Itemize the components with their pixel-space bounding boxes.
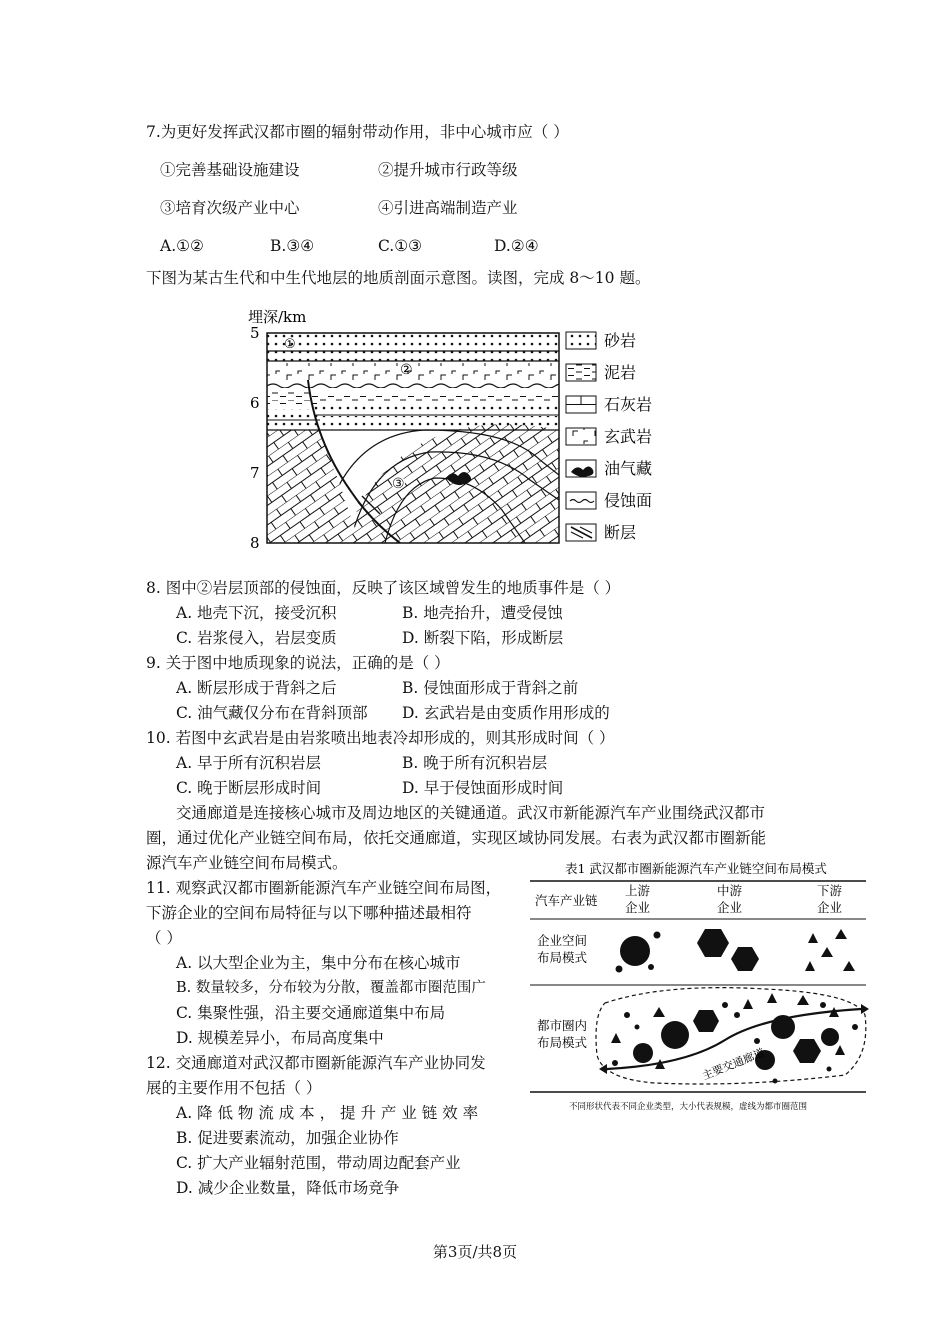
legend-sandstone: 砂岩: [604, 331, 637, 350]
q12-stem-2: 展的主要作用不包括（ ）: [146, 1079, 322, 1097]
traffic-para-line-1: 交通廊道是连接核心城市及周边地区的关键通道。武汉市新能源汽车产业围绕武汉都市: [176, 804, 766, 822]
q7-item-2: ②提升城市行政等级: [378, 161, 518, 179]
legend-erosion-surface: 侵蚀面: [604, 491, 653, 510]
page-footer: 第3页/共8页: [432, 1243, 518, 1261]
q11-stem-3: （ ）: [146, 929, 182, 947]
q10-option-b: B. 晚于所有沉积岩层: [402, 754, 548, 772]
q12-option-d: D. 减少企业数量，降低市场竞争: [176, 1179, 400, 1197]
traffic-para-line-3: 源汽车产业链空间布局模式。: [146, 854, 348, 872]
legend-limestone: 石灰岩: [604, 395, 653, 414]
q12-stem-1: 12. 交通廊道对武汉都市圈新能源汽车产业协同发: [146, 1054, 486, 1072]
q7-item-1: ①完善基础设施建设: [160, 161, 300, 179]
table1-downstream-1: 下游: [817, 883, 843, 898]
geo-label-1: ①: [284, 337, 296, 352]
geo-tick-5: 5: [250, 324, 260, 342]
traffic-para-line-2: 圈，通过优化产业链空间布局，依托交通廊道，实现区域协同发展。右表为武汉都市圈新能: [146, 829, 767, 847]
geo-ylabel: 埋深/km: [248, 308, 307, 326]
q8-option-b: B. 地壳抬升，遭受侵蚀: [402, 604, 563, 622]
table1-midstream-1: 中游: [717, 883, 743, 898]
upstream-enterprise-pattern: [616, 932, 661, 973]
q7-stem: 7.为更好发挥武汉都市圈的辐射带动作用，非中心城市应（ ）: [146, 123, 569, 141]
table1-downstream-2: 企业: [817, 900, 843, 915]
q9-option-b: B. 侵蚀面形成于背斜之前: [402, 679, 579, 697]
geologic-profile-figure: [240, 300, 670, 556]
q10-option-a: A. 早于所有沉积岩层: [176, 754, 322, 772]
q7-item-4: ④引进高端制造产业: [378, 199, 518, 217]
q11-stem-1: 11. 观察武汉都市圈新能源汽车产业链空间布局图，: [146, 879, 502, 897]
legend-fault: 断层: [604, 523, 637, 542]
q7-option-a: A.①②: [160, 237, 204, 255]
table1-upstream-1: 上游: [625, 883, 651, 898]
q9-option-c: C. 油气藏仅分布在背斜顶部: [176, 704, 368, 722]
geo-legend: [566, 331, 652, 542]
q11-stem-2: 下游企业的空间布局特征与以下哪种描述最相符: [146, 904, 472, 922]
geo-tick-6: 6: [250, 394, 260, 412]
q11-option-d: D. 规模差异小，布局高度集中: [176, 1029, 384, 1047]
geo-strata: [267, 333, 567, 543]
table1-row1-2: 布局模式: [537, 950, 588, 965]
midstream-enterprise-pattern: [697, 929, 759, 971]
geo-tick-7: 7: [250, 464, 260, 482]
q7-option-b: B.③④: [270, 237, 315, 255]
q7-item-3: ③培育次级产业中心: [160, 199, 300, 217]
q11-option-a: A. 以大型企业为主，集中分布在核心城市: [176, 954, 461, 972]
q9-option-a: A. 断层形成于背斜之后: [176, 679, 337, 697]
downstream-enterprise-pattern: [805, 929, 855, 971]
q11-option-c: C. 集聚性强，沿主要交通廊道集中布局: [176, 1004, 446, 1022]
intro-8-10: 下图为某古生代和中生代地层的地质剖面示意图。读图，完成 8～10 题。: [146, 269, 651, 287]
q12-option-c: C. 扩大产业辐射范围，带动周边配套产业: [176, 1154, 461, 1172]
corridor-label: 主要交通廊道: [700, 1045, 767, 1083]
table1-upstream-2: 企业: [625, 900, 651, 915]
legend-basalt: 玄武岩: [604, 427, 653, 446]
q9-option-d: D. 玄武岩是由变质作用形成的: [402, 704, 610, 722]
table1-row2-1: 都市圈内: [537, 1018, 588, 1033]
q8-option-c: C. 岩浆侵入，岩层变质: [176, 629, 337, 647]
q9-stem: 9. 关于图中地质现象的说法，正确的是（ ）: [146, 654, 450, 672]
geo-label-3: ③: [392, 476, 405, 492]
table1-figure: [525, 855, 870, 1117]
q10-option-d: D. 早于侵蚀面形成时间: [402, 779, 564, 797]
table1-header-left: 汽车产业链: [535, 893, 598, 908]
legend-mudstone: 泥岩: [604, 363, 637, 382]
q8-option-a: A. 地壳下沉，接受沉积: [176, 604, 337, 622]
q8-stem: 8. 图中②岩层顶部的侵蚀面，反映了该区域曾发生的地质事件是（ ）: [146, 579, 621, 597]
geo-tick-8: 8: [250, 534, 260, 552]
q8-option-d: D. 断裂下陷，形成断层: [402, 629, 564, 647]
geo-label-2: ②: [400, 362, 413, 378]
table1-row1-1: 企业空间: [537, 933, 588, 948]
legend-oil-gas: 油气藏: [604, 459, 653, 478]
table1-row2-2: 布局模式: [537, 1035, 588, 1050]
q7-option-c: C.①③: [378, 237, 423, 255]
table1-title: 表1 武汉都市圈新能源汽车产业链空间布局模式: [565, 861, 827, 876]
table1-midstream-2: 企业: [717, 900, 743, 915]
q11-option-b: B. 数量较多，分布较为分散，覆盖都市圈范围广: [176, 980, 486, 996]
table1-note: 不同形状代表不同企业类型，大小代表规模，虚线为都市圈范围: [569, 1102, 808, 1112]
q10-stem: 10. 若图中玄武岩是由岩浆喷出地表冷却形成的，则其形成时间（ ）: [146, 729, 615, 747]
q12-option-a: A. 降 低 物 流 成 本 ， 提 升 产 业 链 效 率: [176, 1104, 479, 1122]
q12-option-b: B. 促进要素流动，加强企业协作: [176, 1129, 399, 1147]
q10-option-c: C. 晚于断层形成时间: [176, 779, 322, 797]
q7-option-d: D.②④: [494, 237, 539, 255]
